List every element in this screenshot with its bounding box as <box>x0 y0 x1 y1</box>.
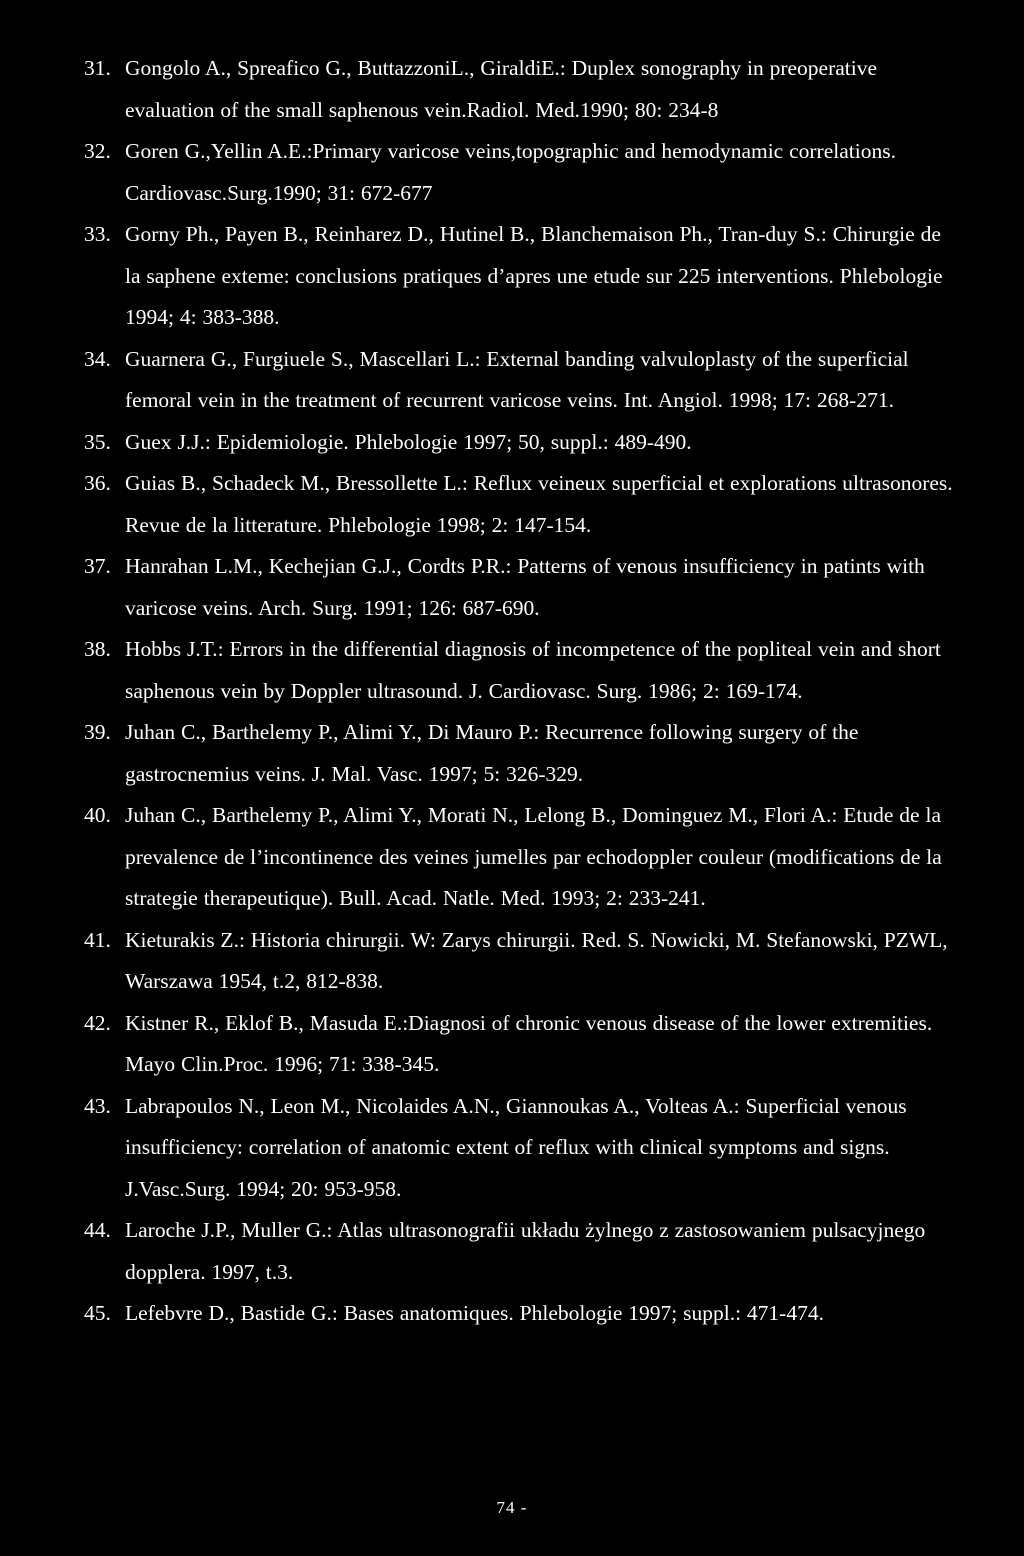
reference-number: 38. <box>84 637 111 661</box>
reference-number: 42. <box>84 1010 111 1035</box>
reference-item <box>0 463 1024 546</box>
reference-number: 32. <box>84 139 111 163</box>
reference-number: 36. <box>84 471 111 495</box>
reference-number: 40. <box>84 803 111 827</box>
reference-item <box>0 214 1024 339</box>
reference-number: 37. <box>84 554 111 578</box>
reference-item <box>0 1293 1024 1335</box>
reference-text: Laroche J.P., Muller G.: Atlas ultrasonografii układu żylnego z zastosowaniem pulsacyjnego dopplera. 1997, t.3. <box>125 1218 926 1284</box>
reference-number: 31. <box>84 56 111 80</box>
reference-number: 44. <box>84 1218 111 1242</box>
reference-item <box>0 1210 1024 1293</box>
reference-item <box>0 422 1024 464</box>
reference-item <box>0 339 1024 422</box>
reference-item <box>0 48 1024 131</box>
reference-number: 33. <box>84 222 111 246</box>
reference-item <box>0 629 1024 712</box>
reference-text: Guias B., Schadeck M., Bressollette L.: Reflux veineux superficial et explorations ultrasonores. Revue de la litterature. Phlebologie 1998; 2: 147-154. <box>125 471 953 537</box>
reference-list <box>0 48 1024 1335</box>
reference-text: Guex J.J.: Epidemiologie. Phlebologie 1997; 50, suppl.: 489-490. <box>125 429 692 454</box>
page-number: 74 - <box>496 1498 528 1517</box>
reference-text: Gongolo A., Spreafico G., ButtazzoniL., GiraldiE.: Duplex sonography in preoperative evaluation of the small saphenous vein.Radiol. Med.1990; 80: 234-8 <box>125 56 878 122</box>
reference-item <box>0 131 1024 214</box>
reference-text: Juhan C., Barthelemy P., Alimi Y., Di Mauro P.: Recurrence following surgery of the gastrocnemius veins. J. Mal. Vasc. 1997; 5: 326-329. <box>125 720 859 786</box>
reference-number: 45. <box>84 1301 111 1325</box>
reference-item <box>0 546 1024 629</box>
reference-number: 34. <box>84 346 111 371</box>
reference-number: 43. <box>84 1093 111 1118</box>
reference-text: Lefebvre D., Bastide G.: Bases anatomiques. Phlebologie 1997; suppl.: 471-474. <box>125 1301 824 1325</box>
reference-text: Juhan C., Barthelemy P., Alimi Y., Morati N., Lelong B., Dominguez M., Flori A.: Etude de la prevalence de l’incontinence des veines jumelles par echodoppler couleur (modifications de la strategie therapeutique). Bull. Acad. Natle. Med. 1993; 2: 233-241. <box>125 803 942 910</box>
reference-text: Hobbs J.T.: Errors in the differential diagnosis of incompetence of the popliteal vein and short saphenous vein by Doppler ultrasound. J. Cardiovasc. Surg. 1986; 2: 169-174. <box>125 637 941 703</box>
reference-number: 39. <box>84 720 111 744</box>
reference-item <box>0 920 1024 1003</box>
reference-number: 35. <box>84 429 111 454</box>
reference-text: Goren G.,Yellin A.E.:Primary varicose veins,topographic and hemodynamic correlations. Cardiovasc.Surg.1990; 31: 672-677 <box>125 139 896 205</box>
reference-item <box>0 795 1024 920</box>
reference-number: 41. <box>84 927 111 952</box>
reference-text: Labrapoulos N., Leon M., Nicolaides A.N., Giannoukas A., Volteas A.: Superficial venous insufficiency: correlation of anatomic extent of reflux with clinical symptoms and signs. J.Vasc.Surg. 1994; 20: 953-958. <box>125 1093 907 1201</box>
reference-text: Kistner R., Eklof B., Masuda E.:Diagnosi of chronic venous disease of the lower extremities. Mayo Clin.Proc. 1996; 71: 338-345. <box>125 1010 933 1076</box>
reference-text: Kieturakis Z.: Historia chirurgii. W: Zarys chirurgii. Red. S. Nowicki, M. Stefanowski, PZWL, Warszawa 1954, t.2, 812-838. <box>125 927 948 993</box>
reference-text: Guarnera G., Furgiuele S., Mascellari L.: External banding valvuloplasty of the superficial femoral vein in the treatment of recurrent varicose veins. Int. Angiol. 1998; 17: 268-271. <box>125 346 909 412</box>
reference-item <box>0 712 1024 795</box>
reference-text: Gorny Ph., Payen B., Reinharez D., Hutinel B., Blanchemaison Ph., Tran-duy S.: Chirurgie de la saphene exteme: conclusions pratiques d’apres une etude sur 225 interventions. Phlebologie 1994; 4: 383-388. <box>125 222 943 329</box>
reference-item <box>0 1003 1024 1086</box>
reference-text: Hanrahan L.M., Kechejian G.J., Cordts P.R.: Patterns of venous insufficiency in patints with varicose veins. Arch. Surg. 1991; 126: 687-690. <box>125 554 925 620</box>
reference-item <box>0 1086 1024 1211</box>
